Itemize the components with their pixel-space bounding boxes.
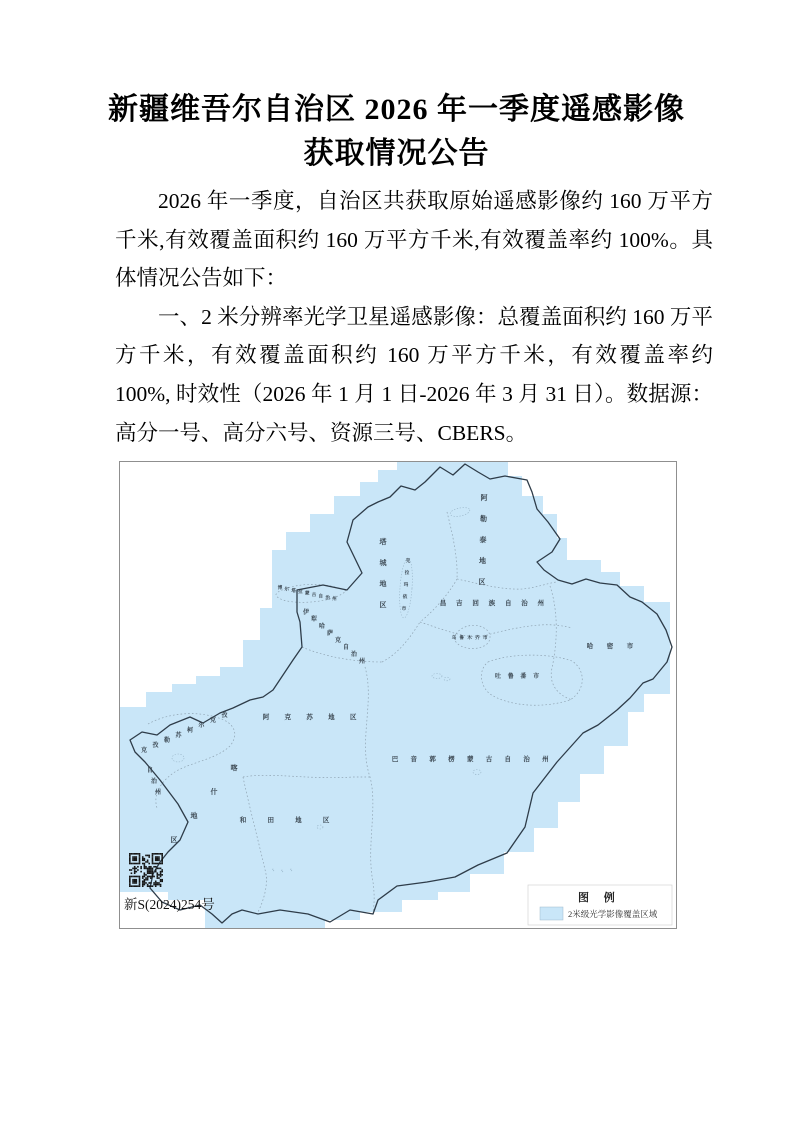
region-label-char: 州 — [358, 659, 366, 666]
region-label-char: 拉 — [404, 570, 410, 576]
region-label-char: 塔 — [379, 539, 387, 547]
region-label-char: 地 — [379, 581, 387, 589]
region-label-char: 区 — [478, 579, 486, 587]
region-label-char: 城 — [379, 560, 387, 568]
region-label-char: 密 — [606, 643, 614, 651]
region-label-char: 自 — [318, 593, 324, 599]
region-label-char: 拉 — [298, 589, 303, 595]
region-label-char: 哈 — [586, 643, 594, 651]
region-label-char: 自 — [146, 768, 154, 775]
region-label-char: 吉 — [456, 600, 463, 608]
paragraph-summary: 2026 年一季度，自治区共获取原始遥感影像约 160 万平方千米,有效覆盖面积约 160 万平方千米,有效覆盖率约 100%。具体情况公告如下： — [115, 189, 713, 291]
map-approval-number: 新S(2024)254号 — [124, 897, 215, 913]
region-label-char: 古 — [311, 592, 317, 598]
region-label-char: 鲁 — [507, 674, 514, 681]
region-label-char: 克 — [334, 638, 342, 645]
region-label-char: 尔 — [284, 586, 290, 592]
region-label-char: 乌 — [451, 635, 457, 641]
region-label-char: 回 — [472, 600, 479, 608]
region-label-char: 尔 — [198, 723, 205, 730]
region-label-char: 州 — [332, 596, 337, 602]
region-label-char: 阿 — [480, 495, 488, 503]
region-label-char: 昌 — [439, 600, 447, 608]
region-label-char: 治 — [523, 756, 530, 764]
region-label-char: 区 — [349, 714, 357, 722]
region-label-char: 依 — [402, 594, 408, 600]
region-label-char: 玛 — [403, 582, 409, 588]
region-label-char: 蒙 — [304, 590, 310, 596]
region-label-char: 克 — [209, 718, 217, 725]
region-label-char: 郭 — [429, 756, 436, 764]
region-label-char: 克 — [405, 558, 411, 564]
region-label-char: 孜 — [152, 743, 159, 750]
region-label-char: 自 — [504, 756, 512, 764]
paragraph-detail: 一、2 米分辨率光学卫星遥感影像：总覆盖面积约 160 万平方千米，有效覆盖面积约 160 万平方千米，有效覆盖率约 100%, 时效性（2026 年 1 月 1 日-2026 年 3 月 31 日）。数据源：高分一号、高分六号、资源三号、CBERS。 — [115, 304, 713, 445]
legend-title: 图 例 — [578, 892, 621, 905]
region-label-char: 音 — [410, 756, 418, 764]
coverage-map-figure — [119, 461, 677, 929]
region-label-char: 齐 — [475, 635, 480, 641]
region-label-char: 勒 — [163, 738, 171, 745]
region-label-char: 苏 — [306, 714, 313, 722]
region-label-char: 塔 — [291, 587, 296, 593]
body-text-block — [115, 182, 713, 452]
region-label-char: 州 — [537, 600, 545, 608]
title-line-2: 获取情况公告 — [303, 137, 490, 170]
legend-item-label: 2米级光学影像覆盖区域 — [568, 909, 658, 920]
region-label-char: 治 — [350, 652, 358, 659]
region-label-char: 泰 — [479, 537, 487, 545]
region-label-char: 州 — [542, 756, 549, 764]
region-label-char: 萨 — [326, 631, 334, 638]
xinjiang-coverage-map — [120, 462, 676, 928]
region-label-char: 州 — [154, 790, 162, 797]
region-label-char: 治 — [150, 779, 158, 786]
region-label-char: 克 — [284, 714, 292, 722]
region-label-char: 番 — [520, 674, 527, 681]
region-label-char: 哈 — [318, 624, 326, 631]
page-title — [55, 88, 738, 176]
region-label-char: 市 — [533, 674, 540, 681]
region-label-char: 勒 — [480, 516, 487, 524]
region-label-char: 木 — [467, 635, 472, 641]
region-label-char: 犁 — [310, 617, 318, 624]
region-label-char: 自 — [504, 600, 512, 608]
region-label-char: 苏 — [175, 733, 182, 740]
legend-swatch — [540, 907, 563, 920]
region-label-char: 博 — [277, 585, 283, 591]
region-label-char: 地 — [328, 714, 335, 722]
region-label-char: 喀 — [230, 765, 238, 773]
region-label-char: 阿 — [262, 714, 270, 722]
region-label-char: 地 — [295, 817, 302, 825]
region-label-char: 古 — [485, 756, 493, 764]
region-label-char: 地 — [190, 813, 198, 821]
region-label-char: 和 — [239, 817, 247, 825]
map-legend — [528, 885, 672, 925]
region-label-char: 市 — [401, 606, 407, 612]
region-label-char: 自 — [342, 645, 350, 652]
region-label-char: 区 — [379, 602, 387, 610]
region-label-char: 伊 — [302, 610, 310, 617]
region-label-char: 克 — [140, 748, 148, 755]
region-label-char: 巴 — [391, 756, 399, 764]
title-line-1: 新疆维吾尔自治区 2026 年一季度遥感影像 — [108, 93, 685, 126]
region-label-char: 治 — [325, 594, 330, 600]
region-label-char: 楞 — [448, 756, 455, 764]
region-label-char: 市 — [626, 643, 634, 651]
region-label-char: 族 — [488, 600, 496, 608]
region-label-char: 治 — [521, 600, 528, 608]
region-label-char: 区 — [322, 817, 330, 825]
region-label-char: 市 — [482, 635, 488, 641]
region-label-char: 鲁 — [459, 635, 465, 641]
region-label-char: 孜 — [221, 713, 228, 720]
region-label-char: 田 — [267, 817, 274, 825]
region-label-char: 吐 — [494, 674, 502, 681]
region-label-char: 区 — [170, 837, 178, 845]
region-label-char: 什 — [210, 789, 218, 797]
region-label-char: 蒙 — [466, 756, 474, 764]
region-label-char: 地 — [479, 558, 486, 566]
region-label-char: 柯 — [186, 728, 194, 735]
